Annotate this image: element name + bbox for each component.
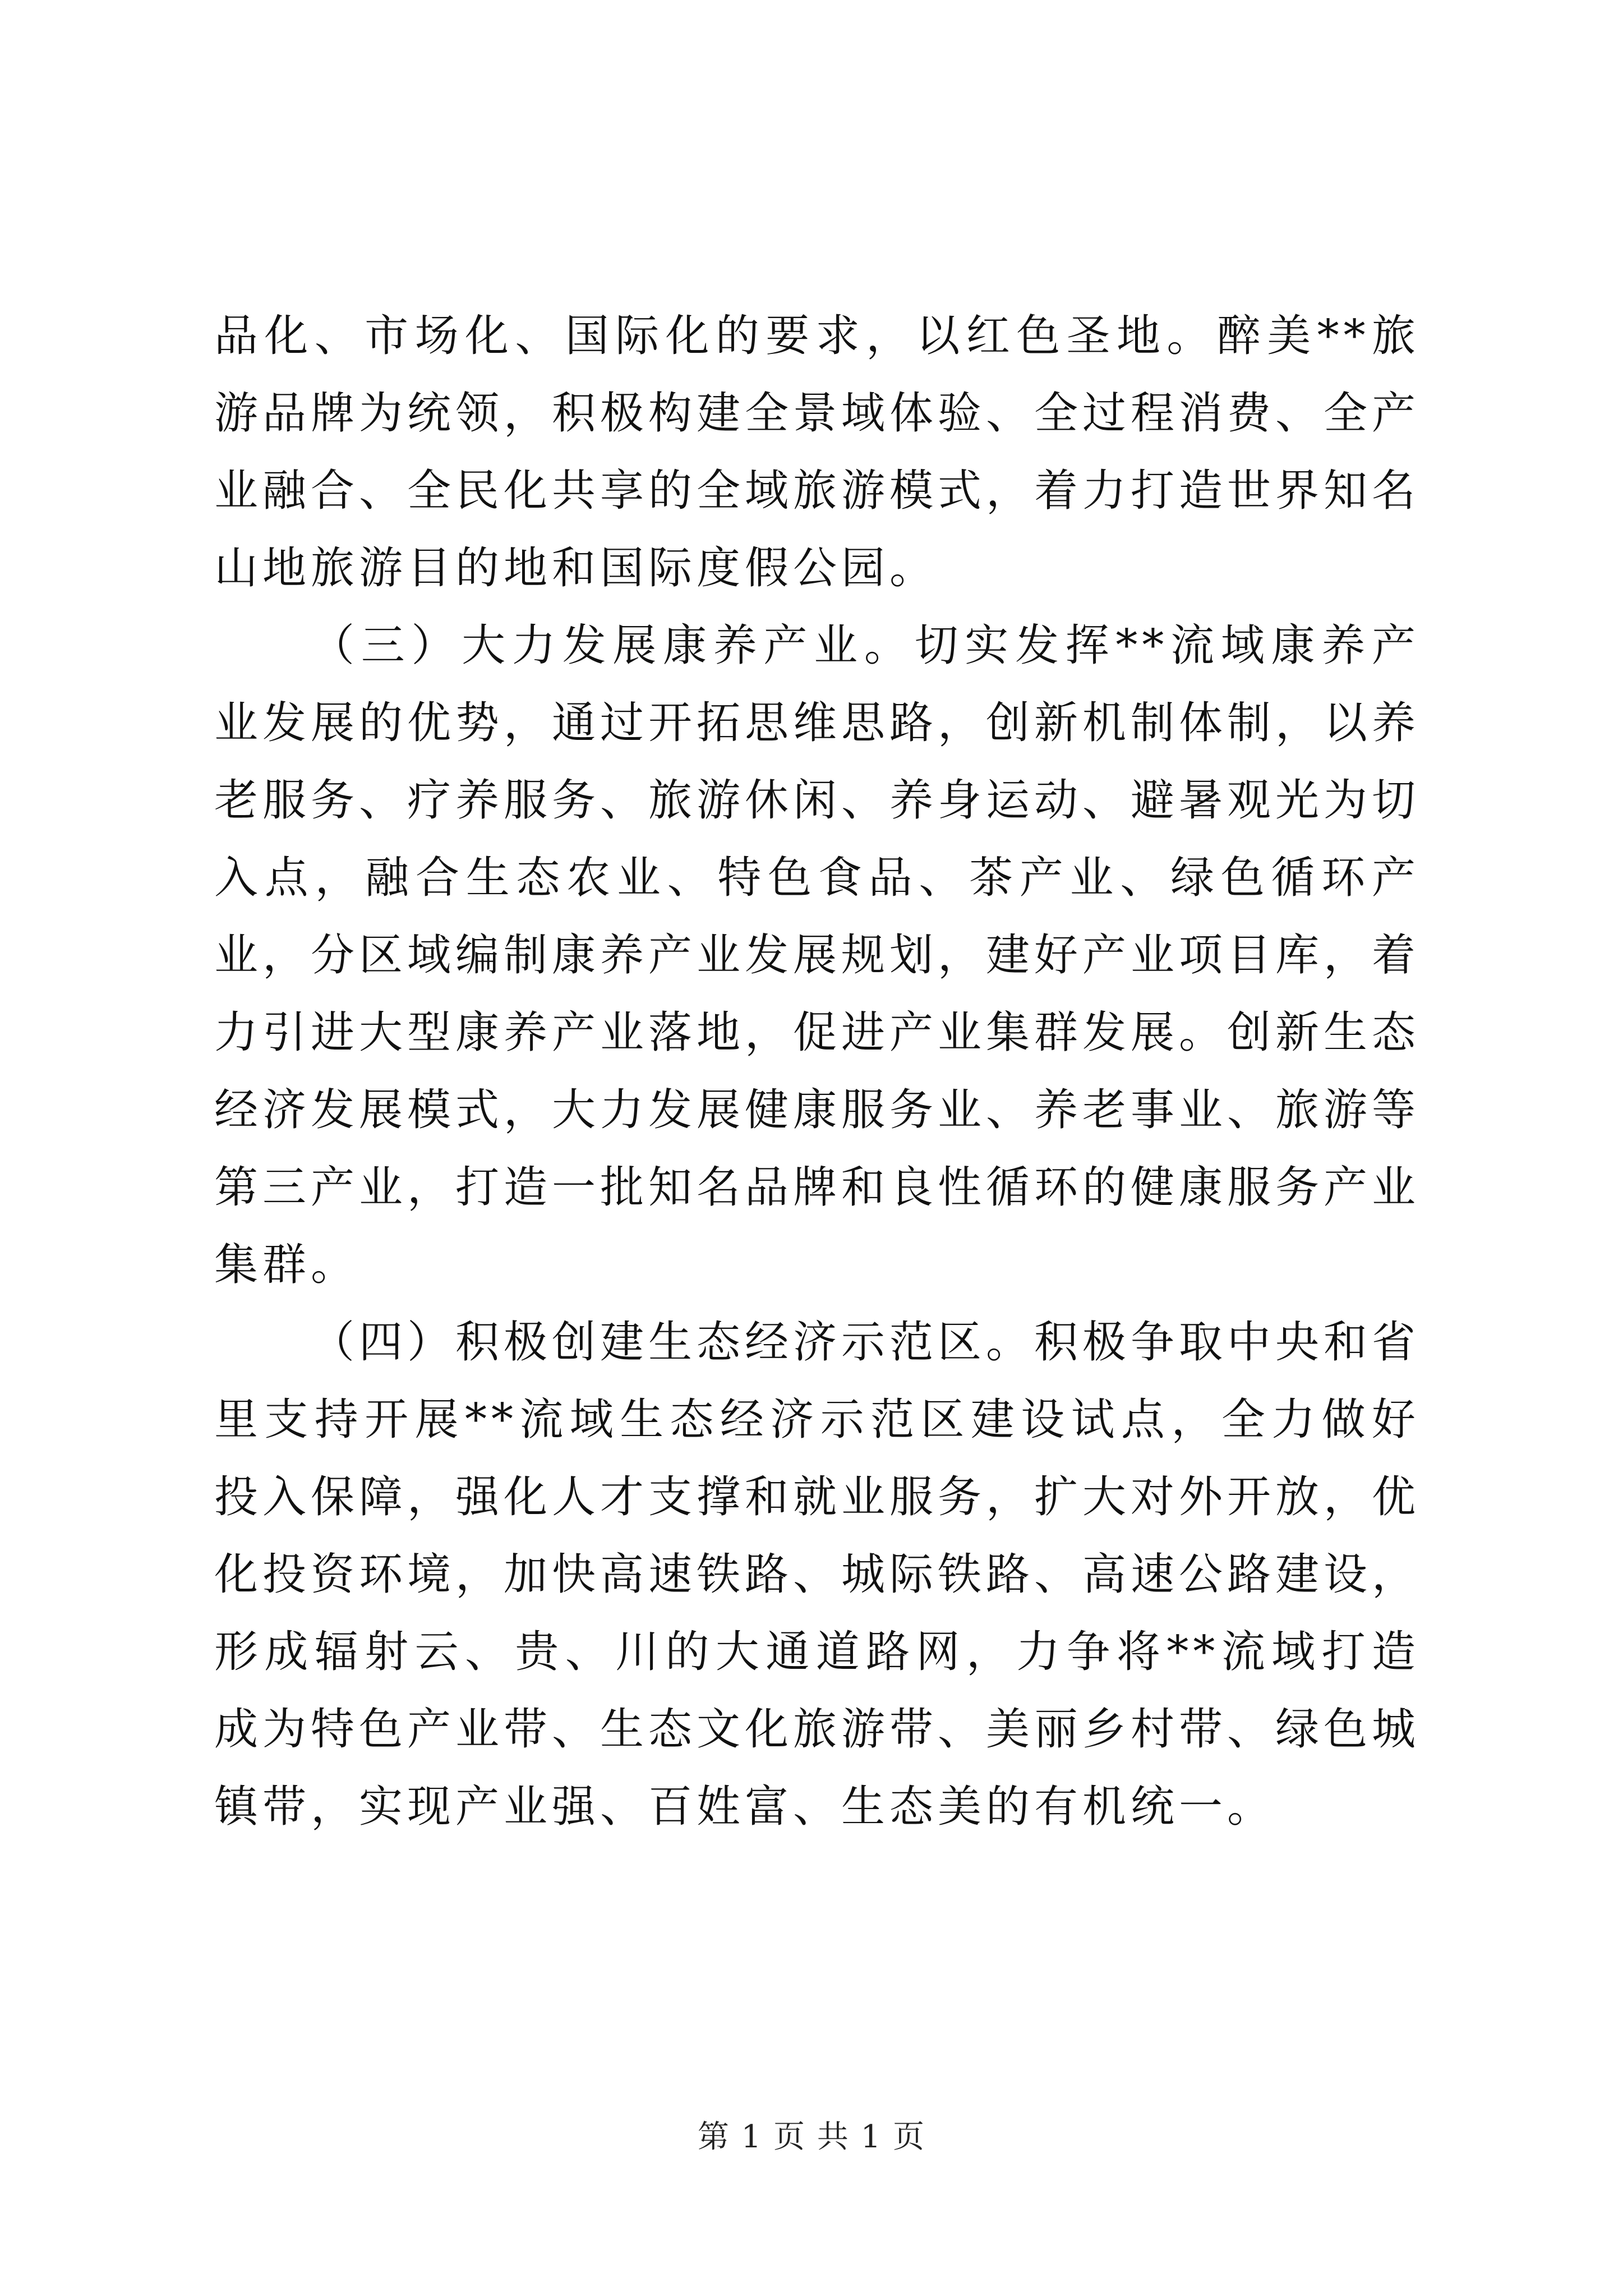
page-footer: 第 1 页 共 1 页 <box>697 2119 926 2155</box>
paragraph-section-3: （三）大力发展康养产业。切实发挥**流域康养产业发展的优势，通过开拓思维思路，创新机制体制，以养老服务、疗养服务、旅游休闲、养身运动、避暑观光为切入点，融合生态农业、特色食品、茶产业、绿色循环产业，分区域编制康养产业发展规划，建好产业项目库，着力引进大型康养产业落地，促进产业集群发展。创新生态经济发展模式，大力发展健康服务业、养老事业、旅游等第三产业，打造一批知名品牌和良性循环的健康服务产业集群。 <box>214 620 1421 1290</box>
paragraph-section-4: （四）积极创建生态经济示范区。积极争取中央和省里支持开展**流域生态经济示范区建设试点，全力做好投入保障，强化人才支撑和就业服务，扩大对外开放，优化投资环境，加快高速铁路、城际铁路、高速公路建设，形成辐射云、贵、川的大通道路网，力争将**流域打造成为特色产业带、生态文化旅游带、美丽乡村带、绿色城镇带，实现产业强、百姓富、生态美的有机统一。 <box>214 1317 1421 1832</box>
document-body <box>214 297 1420 1846</box>
paragraph-continuation: 品化、市场化、国际化的要求，以红色圣地。醉美**旅游品牌为统领，积极构建全景域体验、全过程消费、全产业融合、全民化共享的全域旅游模式，着力打造世界知名山地旅游目的地和国际度假公园。 <box>214 311 1421 593</box>
